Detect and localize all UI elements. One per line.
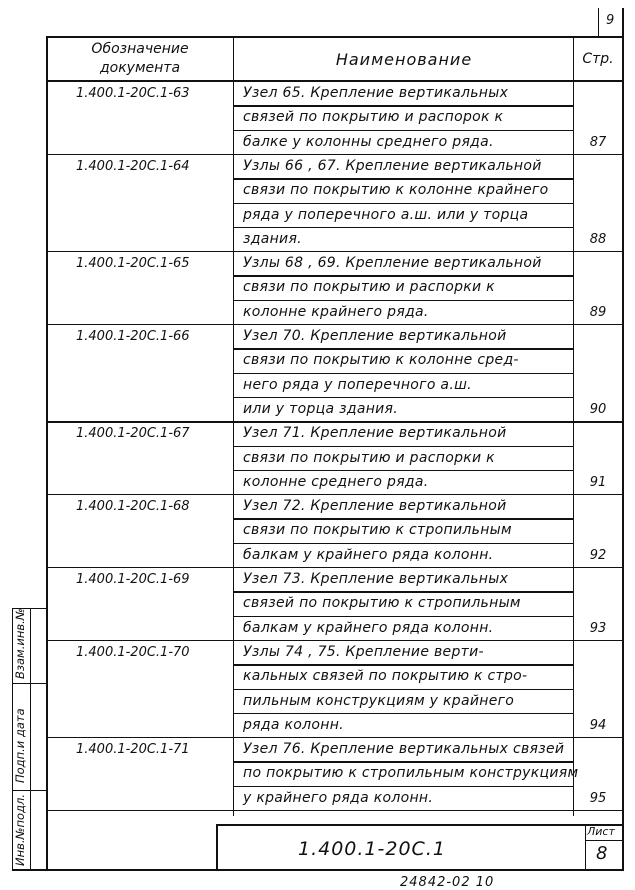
entry-name-line: связей по покрытию и распорок к xyxy=(243,109,504,126)
row-rule xyxy=(233,786,573,787)
row-rule xyxy=(46,640,623,641)
row-rule xyxy=(233,130,573,131)
entry-page: 91 xyxy=(589,474,607,490)
entry-name-line: колонне среднего ряда. xyxy=(243,473,429,490)
header-bottom-line xyxy=(46,80,623,82)
row-rule xyxy=(233,761,573,762)
row-rule xyxy=(233,397,573,398)
side-stamp-right-line xyxy=(30,608,31,870)
entry-page: 94 xyxy=(589,717,607,733)
row-rule xyxy=(46,154,623,155)
row-rule xyxy=(46,737,623,738)
entry-code: 1.400.1-20С.1-69 xyxy=(76,572,190,587)
entry-name-line: связи по покрытию к колонне крайнего xyxy=(243,182,549,199)
row-rule xyxy=(233,446,573,447)
entry-name-line: связей по покрытию к стропильным xyxy=(243,595,521,612)
row-rule xyxy=(233,470,573,471)
frame-right-line xyxy=(622,8,624,870)
entry-name-line: балкам у крайнего ряда колонн. xyxy=(243,546,494,563)
entry-name-line: балке у колонны среднего ряда. xyxy=(243,133,494,150)
entry-page: 92 xyxy=(589,547,607,563)
row-rule xyxy=(46,251,623,252)
row-rule xyxy=(46,567,623,568)
entry-page: 89 xyxy=(589,304,607,320)
header-designation-line2: документа xyxy=(99,60,181,76)
entry-name-line: связи по покрытию и распорки к xyxy=(243,449,495,466)
header-page: Стр. xyxy=(582,51,614,67)
title-block-sheet-label-line xyxy=(585,840,623,841)
row-rule xyxy=(46,494,623,495)
entry-name-line: по покрытию к стропильным конструкциям xyxy=(243,765,579,782)
entry-name-line: Узлы 68 , 69. Крепление вертикальной xyxy=(243,255,542,272)
row-rule xyxy=(233,227,573,228)
title-block-top-line xyxy=(216,824,623,826)
entry-page: 90 xyxy=(589,401,607,417)
entry-name-line: Узел 70. Крепление вертикальной xyxy=(243,328,507,344)
entry-name-line: Узел 72. Крепление вертикальной xyxy=(243,498,507,515)
side-stamp-sign-date: Подп.и дата xyxy=(13,708,27,783)
row-rule xyxy=(233,616,573,617)
row-rule xyxy=(233,373,573,374)
row-rule xyxy=(233,664,573,665)
entry-name-line: Узел 76. Крепление вертикальных связей xyxy=(243,741,565,758)
entry-name-line: здания. xyxy=(243,230,302,247)
entry-name-line: Узлы 74 , 75. Крепление верти- xyxy=(243,643,484,660)
row-rule xyxy=(233,689,573,690)
sheet-corner-number: 9 xyxy=(606,13,615,28)
entry-code: 1.400.1-20С.1-63 xyxy=(76,86,190,101)
title-block-sheet-number: 8 xyxy=(596,843,608,864)
side-stamp-div-1 xyxy=(12,683,47,684)
entry-name-line: Узел 65. Крепление вертикальных xyxy=(243,85,509,101)
entry-name-line: кальных связей по покрытию к стро- xyxy=(243,668,528,685)
row-rule xyxy=(233,105,573,106)
entry-name-line: Узлы 66 , 67. Крепление вертикальной xyxy=(243,157,542,174)
corner-box-left xyxy=(598,8,599,36)
entry-page: 95 xyxy=(589,790,607,806)
entry-name-line: него ряда у поперечного а.ш. xyxy=(243,376,472,393)
entry-code: 1.400.1-20С.1-68 xyxy=(76,499,190,515)
frame-top-line xyxy=(46,36,623,38)
entry-code: 1.400.1-20С.1-67 xyxy=(76,426,190,442)
entry-code: 1.400.1-20С.1-71 xyxy=(76,742,190,758)
frame-left-line xyxy=(46,36,48,870)
header-name: Наименование xyxy=(335,50,473,69)
entry-name-line: связи по покрытию к колонне сред- xyxy=(243,352,519,369)
entry-name-line: Узел 73. Крепление вертикальных xyxy=(243,571,509,587)
entry-code: 1.400.1-20С.1-66 xyxy=(76,329,190,344)
row-rule xyxy=(233,543,573,544)
entry-code: 1.400.1-20С.1-65 xyxy=(76,256,190,272)
entry-name-line: связи по покрытию к стропильным xyxy=(243,522,512,539)
row-rule xyxy=(46,421,623,422)
header-designation-line1: Обозначение xyxy=(91,41,189,57)
entry-code: 1.400.1-20С.1-70 xyxy=(76,644,190,660)
frame-bottom-line xyxy=(12,869,624,871)
footer-code: 24842-02 10 xyxy=(400,875,495,890)
row-rule xyxy=(233,591,573,592)
row-rule xyxy=(233,300,573,301)
title-block-sheet-label: Лист xyxy=(587,825,615,838)
row-rule xyxy=(233,178,573,179)
row-rule xyxy=(233,275,573,276)
entry-name-line: пильным конструкциям у крайнего xyxy=(243,692,515,709)
entry-name-line: у крайнего ряда колонн. xyxy=(243,789,434,806)
row-rule xyxy=(233,348,573,349)
side-stamp-inv-orig: Инв.№подл. xyxy=(13,793,27,866)
row-rule xyxy=(46,324,623,325)
entry-page: 88 xyxy=(589,231,607,247)
entry-code: 1.400.1-20С.1-64 xyxy=(76,158,190,174)
row-rule xyxy=(233,518,573,519)
row-rule xyxy=(233,203,573,204)
side-stamp-div-2 xyxy=(12,790,47,791)
entry-page: 87 xyxy=(589,134,607,150)
entry-page: 93 xyxy=(589,620,607,636)
title-block-designation: 1.400.1-20С.1 xyxy=(298,838,446,860)
entry-name-line: балкам у крайнего ряда колонн. xyxy=(243,619,494,636)
row-rule xyxy=(233,713,573,714)
entry-name-line: Узел 71. Крепление вертикальной xyxy=(243,425,507,442)
side-stamp-replace-inv: Взам.инв.№ xyxy=(13,608,27,679)
title-block-left-line xyxy=(216,824,218,870)
entry-name-line: колонне крайнего ряда. xyxy=(243,303,429,320)
entry-name-line: или у торца здания. xyxy=(243,400,399,417)
entry-name-line: ряда колонн. xyxy=(243,716,344,733)
entry-name-line: связи по покрытию и распорки к xyxy=(243,279,495,296)
entry-name-line: ряда у поперечного а.ш. или у торца xyxy=(243,206,529,223)
row-rule xyxy=(46,810,623,811)
